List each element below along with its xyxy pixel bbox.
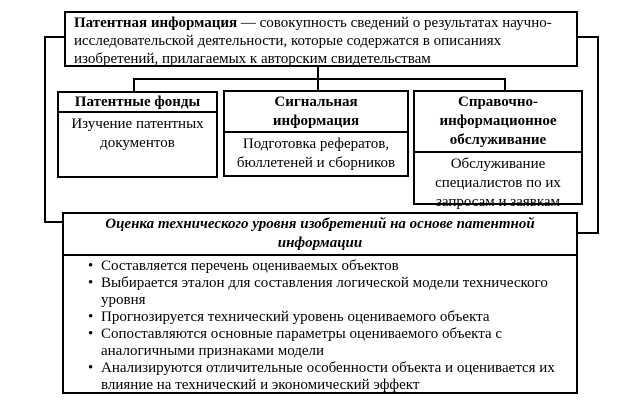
connector-left-bracket-top (44, 36, 64, 38)
evaluation-step-3: • Прогнозируется технический уровень оцениваемого объекта (88, 309, 570, 326)
connector-right-bracket-vertical (597, 36, 599, 234)
branch-box-signal-information (223, 90, 409, 177)
connector-right-bracket-top (578, 36, 599, 38)
branch-header-patent-funds: Патентные фонды (59, 93, 216, 113)
evaluation-step-2: • Выбирается эталон для составления логической модели технического уровня (88, 275, 570, 309)
evaluation-steps-list (64, 256, 576, 394)
branch-header-signal-information: Сигнальная информация (225, 92, 407, 133)
connector-horizontal (133, 78, 506, 80)
connector-drop-left (133, 78, 135, 91)
evaluation-step-1: • Составляется перечень оцениваемых объектов (88, 258, 570, 275)
connector-left-bracket-bottom (44, 221, 63, 223)
branch-box-patent-funds (57, 91, 218, 178)
branch-body-reference-service: Обслуживание специалистов по их запросам и заявкам (435, 156, 561, 210)
connector-right-bracket-bottom (577, 232, 598, 234)
patent-info-term: Патентная информация (74, 15, 238, 31)
patent-info-definition-box (64, 11, 578, 67)
branch-body-signal-information: Подготовка рефератов, бюллетеней и сборников (236, 136, 396, 171)
evaluation-box (62, 212, 578, 394)
evaluation-title: Оценка технического уровня изобретений на основе патентной информации (64, 214, 576, 256)
evaluation-step-4: • Сопоставляются основные параметры оцениваемого объекта с аналогичными признаками модели (88, 326, 570, 360)
branch-body-patent-funds: Изучение патентных документов (71, 116, 204, 151)
patent-info-description: — совокупность сведений о результатах научно-исследовательской деятельности, которые содержатся в описаниях изобретений, прилагаемых к авторским свидетельствам (74, 15, 552, 67)
branch-header-reference-service: Справочно-информационное обслуживание (415, 92, 581, 153)
branch-box-reference-service (413, 90, 583, 210)
connector-left-bracket-vertical (44, 36, 46, 223)
evaluation-step-5: • Анализируются отличительные особенности объекта и оценивается их влияние на технический и экономический эффект (88, 360, 570, 394)
